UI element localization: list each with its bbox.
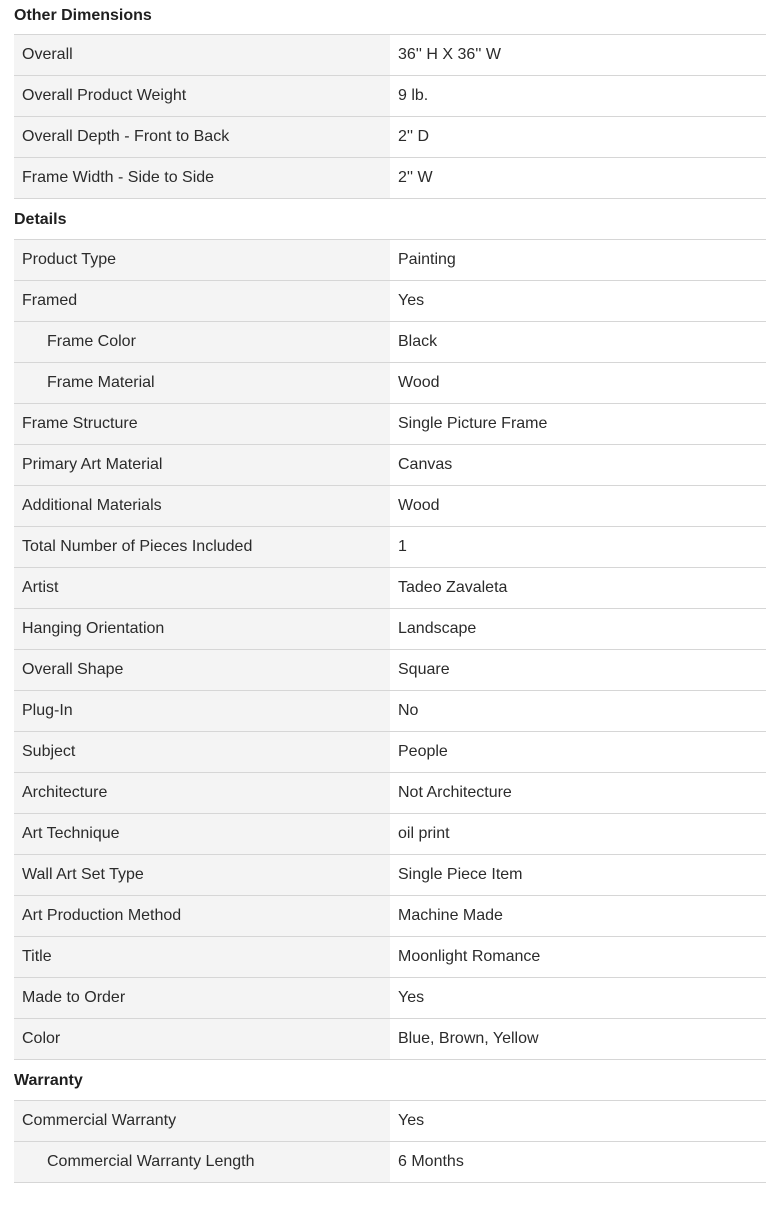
spec-label: Title <box>14 937 390 977</box>
spec-value: Blue, Brown, Yellow <box>398 1030 539 1047</box>
spec-row <box>14 732 766 773</box>
spec-value: 36'' H X 36'' W <box>398 46 501 63</box>
spec-value: Single Picture Frame <box>398 415 548 432</box>
spec-row <box>14 568 766 609</box>
spec-value: Wood <box>398 374 440 391</box>
spec-row <box>14 1142 766 1183</box>
section-title: Warranty <box>14 1060 766 1101</box>
spec-value: Painting <box>398 251 456 268</box>
spec-row <box>14 322 766 363</box>
spec-label: Artist <box>14 568 390 608</box>
spec-label: Hanging Orientation <box>14 609 390 649</box>
spec-label: Art Production Method <box>14 896 390 936</box>
section-warranty <box>14 1060 766 1183</box>
spec-value: Single Piece Item <box>398 866 523 883</box>
spec-value: Tadeo Zavaleta <box>398 579 508 596</box>
spec-value: 9 lb. <box>398 87 429 104</box>
spec-row <box>14 363 766 404</box>
spec-row <box>14 609 766 650</box>
spec-row <box>14 240 766 281</box>
spec-label: Plug-In <box>14 691 390 731</box>
spec-value: 6 Months <box>398 1153 464 1170</box>
spec-row <box>14 1019 766 1060</box>
section-title: Other Dimensions <box>14 0 766 35</box>
spec-label: Commercial Warranty Length <box>14 1142 390 1182</box>
spec-row <box>14 855 766 896</box>
spec-row <box>14 35 766 76</box>
spec-label: Made to Order <box>14 978 390 1018</box>
spec-value: Landscape <box>398 620 477 637</box>
spec-label: Primary Art Material <box>14 445 390 485</box>
spec-label: Total Number of Pieces Included <box>14 527 390 567</box>
spec-value: Moonlight Romance <box>398 948 541 965</box>
spec-row <box>14 445 766 486</box>
spec-label: Frame Structure <box>14 404 390 444</box>
spec-value: Square <box>398 661 450 678</box>
spec-label: Overall <box>14 35 390 75</box>
spec-value: Not Architecture <box>398 784 512 801</box>
spec-label: Color <box>14 1019 390 1059</box>
spec-label: Overall Depth - Front to Back <box>14 117 390 157</box>
spec-label: Framed <box>14 281 390 321</box>
spec-row <box>14 117 766 158</box>
spec-label: Overall Product Weight <box>14 76 390 116</box>
spec-value: Canvas <box>398 456 453 473</box>
spec-label: Product Type <box>14 240 390 280</box>
spec-label: Frame Color <box>14 322 390 362</box>
section-other-dimensions <box>14 0 766 199</box>
spec-row <box>14 404 766 445</box>
spec-row <box>14 773 766 814</box>
spec-row <box>14 527 766 568</box>
spec-label: Additional Materials <box>14 486 390 526</box>
spec-value: Wood <box>398 497 440 514</box>
spec-value: oil print <box>398 825 450 842</box>
spec-label: Frame Width - Side to Side <box>14 158 390 198</box>
spec-value: 1 <box>398 538 407 555</box>
spec-value: 2'' D <box>398 128 430 145</box>
spec-label: Frame Material <box>14 363 390 403</box>
spec-row <box>14 281 766 322</box>
spec-row <box>14 76 766 117</box>
spec-label: Wall Art Set Type <box>14 855 390 895</box>
spec-label: Art Technique <box>14 814 390 854</box>
spec-label: Commercial Warranty <box>14 1101 390 1141</box>
spec-value: 2'' W <box>398 169 433 186</box>
spec-row <box>14 691 766 732</box>
spec-row <box>14 1101 766 1142</box>
specifications-table <box>14 0 766 1183</box>
spec-row <box>14 158 766 199</box>
section-title: Details <box>14 199 766 240</box>
spec-value: Yes <box>398 1112 425 1129</box>
spec-value: Black <box>398 333 438 350</box>
spec-label: Subject <box>14 732 390 772</box>
spec-row <box>14 814 766 855</box>
spec-value: People <box>398 743 448 760</box>
spec-row <box>14 896 766 937</box>
spec-row <box>14 937 766 978</box>
spec-label: Overall Shape <box>14 650 390 690</box>
spec-row <box>14 978 766 1019</box>
spec-value: Yes <box>398 989 425 1006</box>
spec-value: Machine Made <box>398 907 503 924</box>
spec-value: Yes <box>398 292 425 309</box>
spec-row <box>14 486 766 527</box>
spec-row <box>14 650 766 691</box>
section-details <box>14 199 766 1060</box>
spec-value: No <box>398 702 419 719</box>
spec-label: Architecture <box>14 773 390 813</box>
